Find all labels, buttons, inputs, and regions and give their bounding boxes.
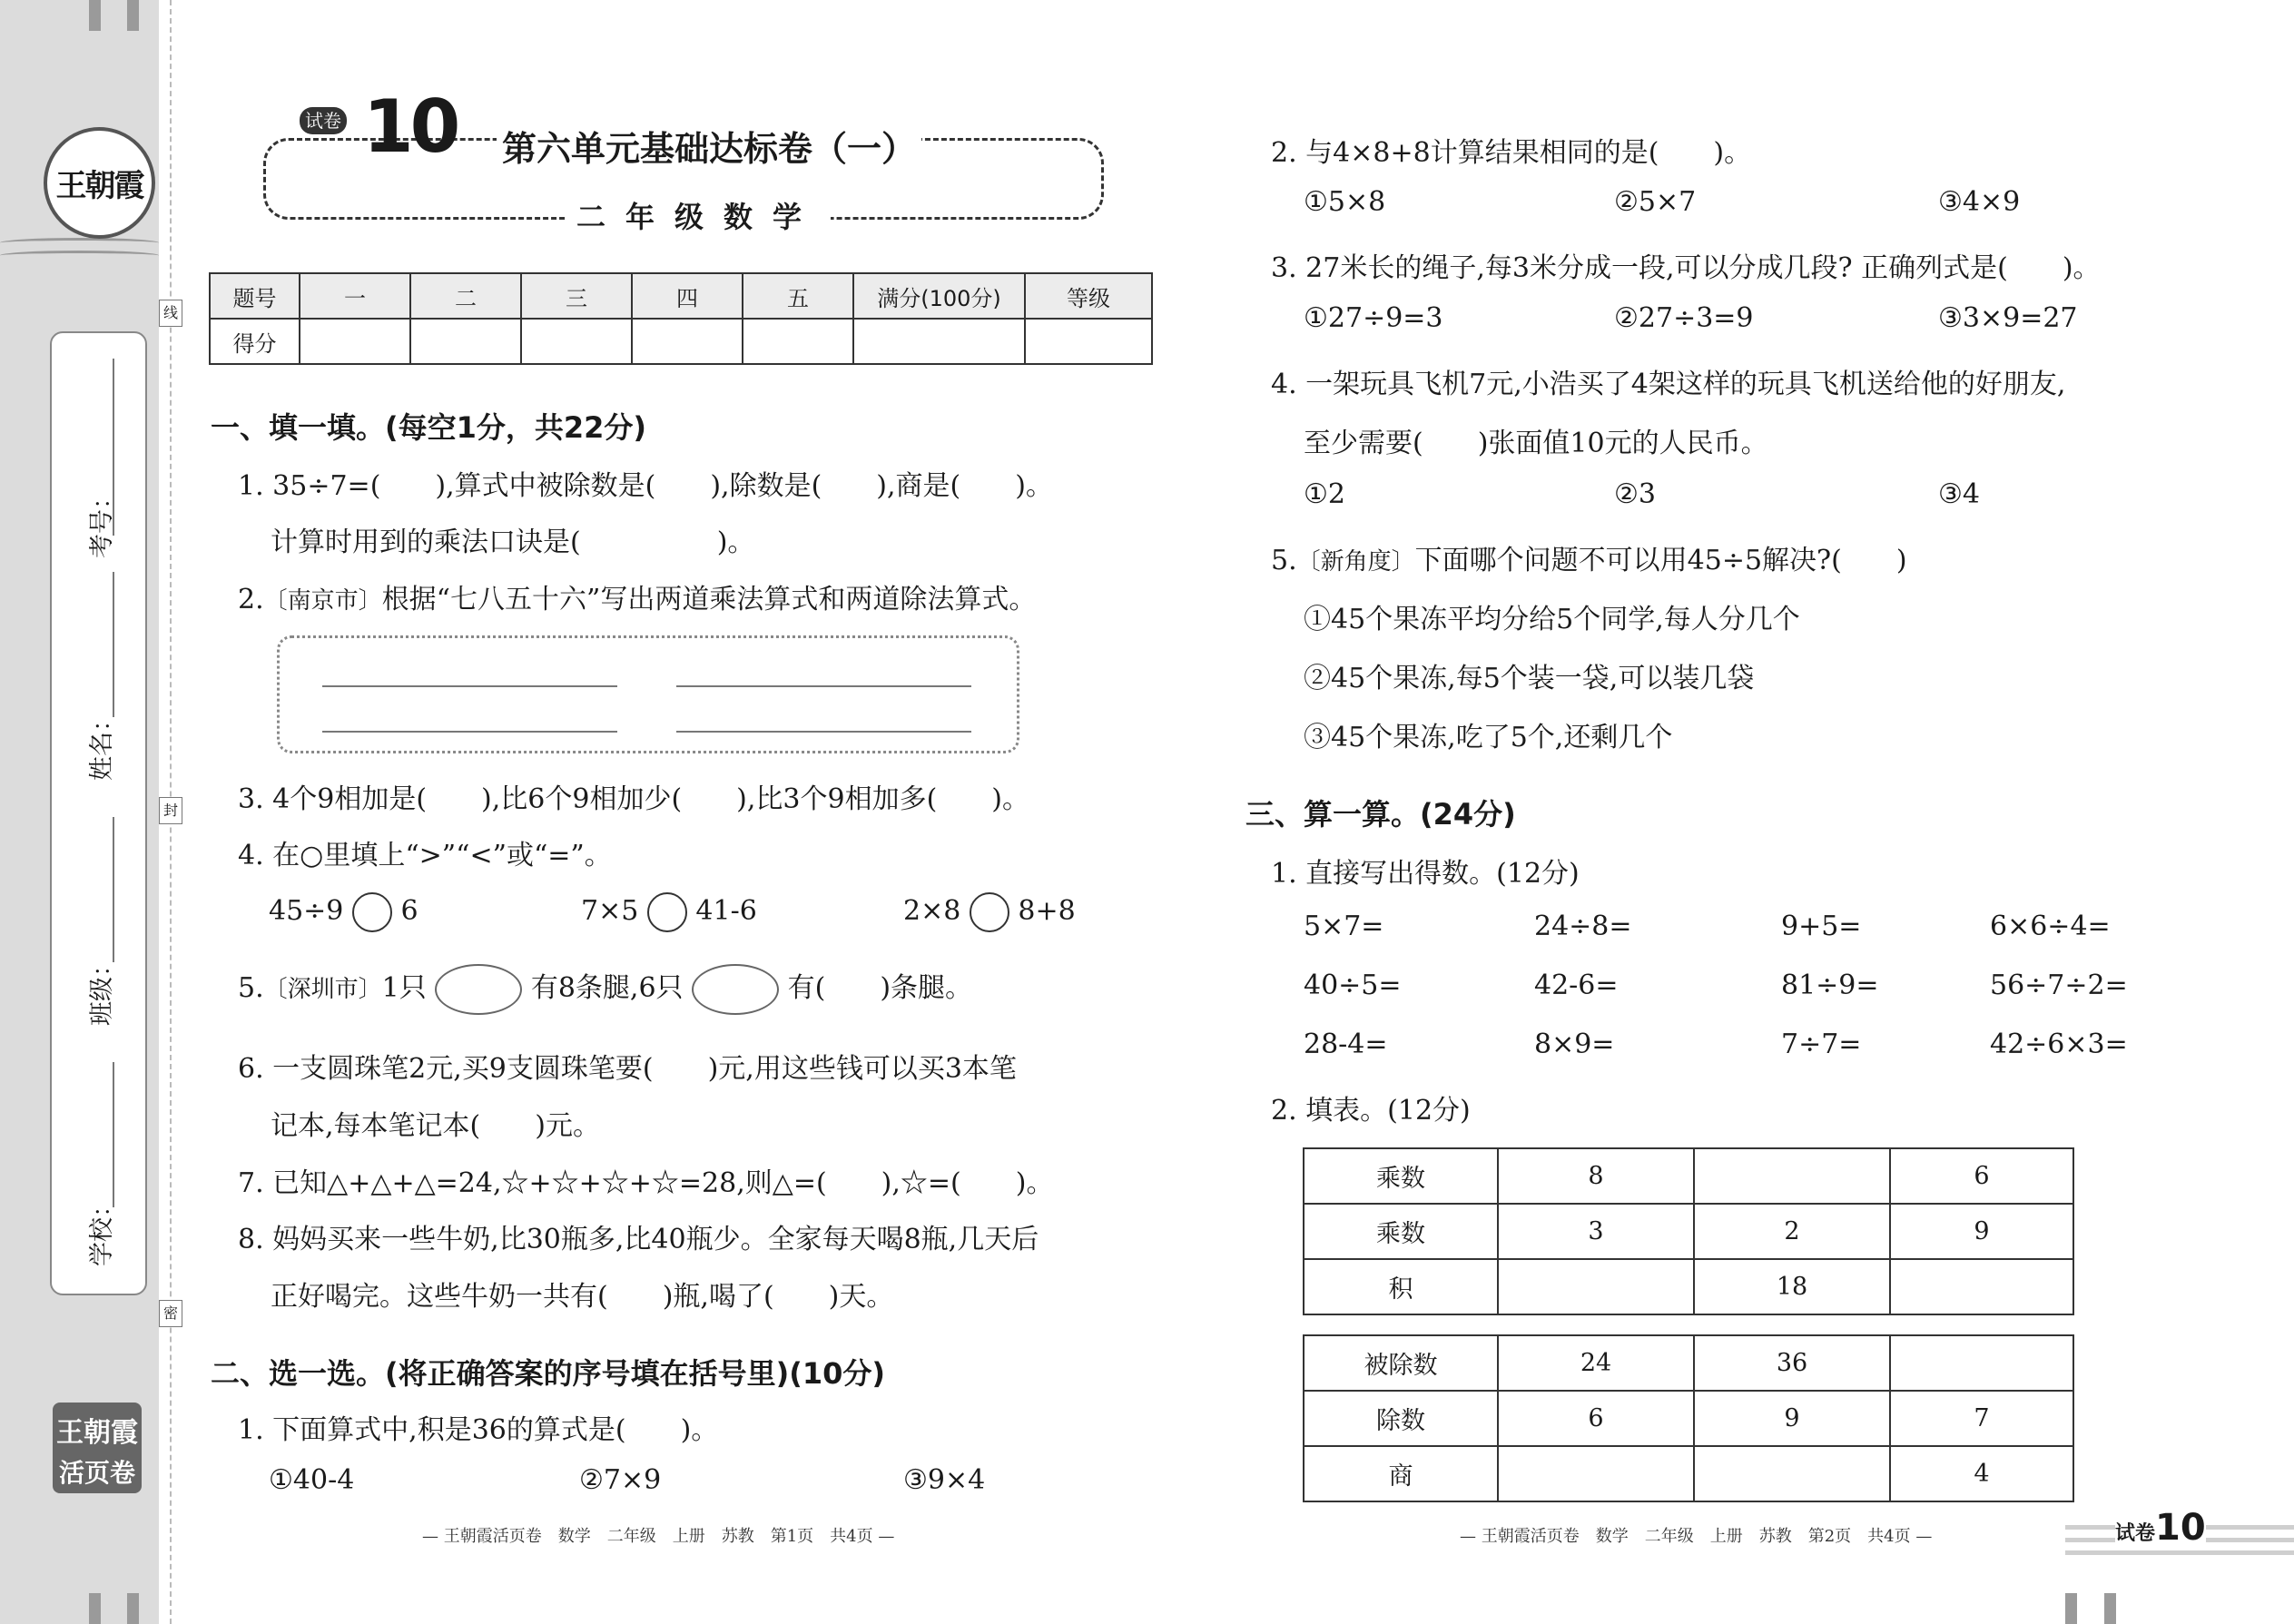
corner-paper-label [2115, 1507, 2206, 1549]
calc-item: 81÷9= [1781, 969, 1879, 1001]
question-text: 根据“七八五十六”写出两道乘法算式和两道除法算式。 [381, 584, 1037, 615]
compare-right: 6 [400, 895, 418, 927]
binding-bar [127, 1593, 139, 1624]
score-input[interactable] [410, 319, 521, 364]
compare-item [903, 892, 1076, 932]
section-2-title: 二、选一选。(将正确答案的序号填在括号里)(10分) [211, 1356, 886, 1391]
table-cell: 乘数 [1304, 1204, 1498, 1259]
question-5 [238, 964, 972, 1015]
question-6-line1: 6. 一支圆珠笔2元,买9支圆珠笔要( )元,用这些钱可以买3本笔 [238, 1053, 1017, 1085]
calc-item: 40÷5= [1304, 969, 1402, 1001]
table-cell: 4 [1890, 1446, 2073, 1501]
table-cell: 9 [1890, 1204, 2073, 1259]
multiplication-table [1303, 1147, 2074, 1315]
answer-line[interactable] [676, 731, 971, 733]
table-cell: 3 [1498, 1204, 1694, 1259]
compare-circle[interactable] [352, 892, 392, 932]
question-1-line1: 1. 35÷7=( ),算式中被除数是( ),除数是( ),商是( )。 [238, 470, 1053, 502]
region-tag: 〔南京市〕 [263, 587, 382, 615]
compare-right: 8+8 [1018, 895, 1076, 927]
section-2-question-2: 2. 与4×8+8计算结果相同的是( )。 [1271, 137, 1752, 169]
compare-left: 7×5 [581, 895, 639, 927]
answer-line[interactable] [322, 731, 617, 733]
table-cell: 等级 [1025, 273, 1152, 319]
calc-item: 9+5= [1781, 910, 1862, 942]
table-cell: 商 [1304, 1446, 1498, 1501]
table-row [210, 273, 1152, 319]
binding-bar [89, 1593, 101, 1624]
table-cell: 6 [1890, 1148, 2073, 1204]
option: ①45个果冻平均分给5个同学,每人分几个 [1304, 604, 1800, 635]
table-row [210, 319, 1152, 364]
name-line [113, 572, 114, 717]
table-row [1304, 1335, 2073, 1391]
calc-item: 42-6= [1534, 969, 1619, 1001]
table-row [1304, 1204, 2073, 1259]
table-cell: 24 [1498, 1335, 1694, 1391]
table-cell: 6 [1498, 1391, 1694, 1446]
binding-bar [89, 0, 101, 31]
calc-item: 56÷7÷2= [1990, 969, 2128, 1001]
school-label: 学校： [88, 1193, 116, 1266]
section-3-question-2: 2. 填表。(12分) [1271, 1095, 1471, 1127]
wave-decoration [0, 251, 159, 261]
question-6-line2: 记本,每本笔记本( )元。 [271, 1110, 600, 1142]
question-number: 5. [1271, 545, 1297, 576]
region-tag: 〔深圳市〕 [263, 976, 382, 1003]
table-cell: 四 [632, 273, 743, 319]
option: ②45个果冻,每5个装一袋,可以装几袋 [1304, 663, 1755, 694]
table-cell: 8 [1498, 1148, 1694, 1204]
badge-line2: 活页卷 [58, 1458, 135, 1488]
table-cell: 五 [743, 273, 853, 319]
question-2 [238, 576, 1036, 616]
calc-item: 28-4= [1304, 1029, 1388, 1060]
score-input[interactable] [743, 319, 853, 364]
page-subtitle: 二年级数学 [567, 194, 831, 236]
question-7: 7. 已知△+△+△=24,☆+☆+☆+☆=28,则△=( ),☆=( )。 [238, 1167, 1054, 1199]
compare-item [581, 892, 757, 932]
category-tag: 〔新角度〕 [1296, 548, 1415, 576]
section-3-question-1: 1. 直接写出得数。(12分) [1271, 858, 1580, 890]
paper-number: 10 [363, 84, 458, 169]
section-2-question-1: 1. 下面算式中,积是36的算式是( )。 [238, 1414, 719, 1446]
option: ③9×4 [903, 1464, 986, 1496]
table-cell: 18 [1694, 1259, 1890, 1314]
table-cell: 一 [300, 273, 410, 319]
table-cell: 乘数 [1304, 1148, 1498, 1204]
brand-badge [53, 1403, 142, 1493]
question-text: 1只 [381, 972, 427, 1004]
score-input[interactable] [300, 319, 410, 364]
cut-mark: 线 [159, 300, 182, 327]
question-text: 下面哪个问题不可以用45÷5解决?( ) [1414, 545, 1907, 576]
option: ①5×8 [1304, 186, 1386, 218]
table-cell-answer[interactable] [1890, 1335, 2073, 1391]
stripe-decoration [2065, 1550, 2294, 1555]
calc-item: 6×6÷4= [1990, 910, 2111, 942]
binding-strip [0, 0, 159, 1624]
option: ②7×9 [579, 1464, 662, 1496]
option: ③4×9 [1938, 186, 2021, 218]
table-cell: 得分 [210, 319, 300, 364]
page-footer: — 王朝霞活页卷 数学 二年级 上册 苏教 第2页 共4页 — [1460, 1527, 1933, 1546]
section-2-question-3: 3. 27米长的绳子,每3米分成一段,可以分成几段? 正确列式是( )。 [1271, 252, 2101, 284]
wave-decoration [0, 238, 159, 248]
option: ②5×7 [1614, 186, 1697, 218]
table-cell-answer[interactable] [1694, 1446, 1890, 1501]
page-title: 第六单元基础达标卷（一） [497, 121, 921, 171]
corner-tag: 试卷 [2115, 1522, 2156, 1545]
question-text: 有( )条腿。 [787, 972, 973, 1004]
class-line [113, 817, 114, 962]
table-cell: 除数 [1304, 1391, 1498, 1446]
option: ③4 [1938, 478, 1980, 510]
compare-circle[interactable] [647, 892, 687, 932]
question-1-line2: 计算时用到的乘法口诀是( )。 [271, 527, 755, 558]
table-row [1304, 1391, 2073, 1446]
calc-item: 42÷6×3= [1990, 1029, 2128, 1060]
answer-line[interactable] [322, 685, 617, 687]
option: ①2 [1304, 478, 1345, 510]
table-row [1304, 1446, 2073, 1501]
exam-number-line [113, 359, 114, 536]
question-text: 有8条腿,6只 [530, 972, 684, 1004]
section-2-question-5 [1271, 537, 1907, 577]
table-cell: 题号 [210, 273, 300, 319]
section-2-question-4-line1: 4. 一架玩具飞机7元,小浩买了4架这样的玩具飞机送给他的好朋友, [1271, 369, 2066, 400]
binding-bar [2104, 1593, 2116, 1624]
table-row [1304, 1259, 2073, 1314]
exam-number-label: 考号： [88, 485, 116, 558]
compare-right: 41-6 [695, 895, 757, 927]
table-cell: 36 [1694, 1335, 1890, 1391]
table-cell-answer[interactable] [1498, 1259, 1694, 1314]
question-8-line1: 8. 妈妈买来一些牛奶,比30瓶多,比40瓶少。全家每天喝8瓶,几天后 [238, 1224, 1039, 1255]
option: ②27÷3=9 [1614, 302, 1754, 334]
section-2-question-4-line2: 至少需要( )张面值10元的人民币。 [1304, 428, 1768, 459]
calc-item: 8×9= [1534, 1029, 1615, 1060]
compare-circle[interactable] [970, 892, 1009, 932]
table-cell: 被除数 [1304, 1335, 1498, 1391]
score-table [209, 272, 1153, 365]
option: ①27÷9=3 [1304, 302, 1443, 334]
calc-item: 24÷8= [1534, 910, 1632, 942]
option: ③45个果冻,吃了5个,还剩几个 [1304, 722, 1673, 753]
answer-box[interactable] [277, 635, 1019, 753]
score-input[interactable] [1025, 319, 1152, 364]
compare-left: 2×8 [903, 895, 961, 927]
page-footer: — 王朝霞活页卷 数学 二年级 上册 苏教 第1页 共4页 — [422, 1527, 895, 1546]
question-4: 4. 在○里填上“>”“<”或“=”。 [238, 840, 612, 871]
crab-icon [435, 964, 522, 1015]
score-input[interactable] [632, 319, 743, 364]
question-8-line2: 正好喝完。这些牛奶一共有( )瓶,喝了( )天。 [271, 1281, 894, 1313]
binding-bar [127, 0, 139, 31]
brand-seal [44, 127, 155, 239]
table-cell: 7 [1890, 1391, 2073, 1446]
seal-text: 王朝霞 [55, 168, 143, 204]
calc-item: 5×7= [1304, 910, 1384, 942]
crab-icon [692, 964, 779, 1015]
division-table [1303, 1334, 2074, 1502]
calc-item: 7÷7= [1781, 1029, 1862, 1060]
binding-bar [2065, 1593, 2077, 1624]
table-cell: 三 [521, 273, 632, 319]
question-3: 3. 4个9相加是( ),比6个9相加少( ),比3个9相加多( )。 [238, 783, 1029, 815]
cut-mark: 封 [159, 797, 182, 824]
option: ①40-4 [269, 1464, 355, 1496]
option: ③3×9=27 [1938, 302, 2078, 334]
table-cell-answer[interactable] [1890, 1259, 2073, 1314]
table-cell: 二 [410, 273, 521, 319]
table-cell: 9 [1694, 1391, 1890, 1446]
class-label: 班级： [88, 952, 116, 1026]
question-number: 2. [238, 584, 264, 615]
section-3-title: 三、算一算。(24分) [1245, 797, 1516, 832]
table-cell-answer[interactable] [1498, 1446, 1694, 1501]
student-info-box [50, 331, 147, 1295]
section-1-title: 一、填一填。(每空1分，共22分) [211, 410, 647, 445]
table-row [1304, 1148, 2073, 1204]
question-number: 5. [238, 972, 264, 1004]
school-line [113, 1062, 114, 1207]
table-cell: 2 [1694, 1204, 1890, 1259]
cut-mark: 密 [159, 1300, 182, 1327]
paper-tag: 试卷 [300, 107, 347, 134]
score-input[interactable] [853, 319, 1025, 364]
answer-line[interactable] [676, 685, 971, 687]
badge-line1: 王朝霞 [56, 1417, 138, 1449]
option: ②3 [1614, 478, 1656, 510]
table-cell: 积 [1304, 1259, 1498, 1314]
table-cell-answer[interactable] [1694, 1148, 1890, 1204]
table-cell: 满分(100分) [853, 273, 1025, 319]
compare-item [269, 892, 418, 932]
corner-number: 10 [2155, 1507, 2206, 1549]
score-input[interactable] [521, 319, 632, 364]
name-label: 姓名： [88, 707, 116, 781]
compare-left: 45÷9 [269, 895, 344, 927]
